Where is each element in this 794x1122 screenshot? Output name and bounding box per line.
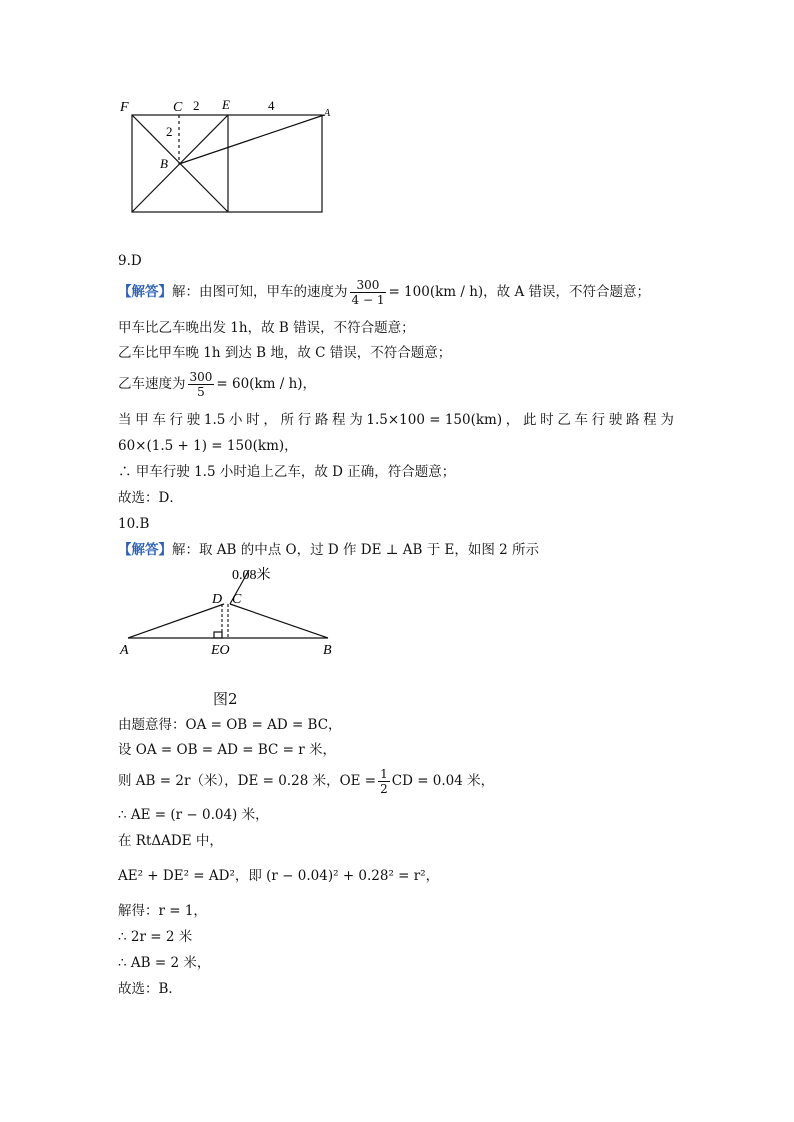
q9-fraction-1 [350, 278, 387, 307]
q9-l5-word: 路 [314, 412, 329, 428]
q9-l4-post: = 60(km / h)， [216, 376, 317, 392]
q9-l5-word: 行 [297, 412, 312, 428]
q10-answer-tag: 【解答】 [118, 542, 172, 558]
q10-line-8: 解得：r = 1， [118, 903, 207, 919]
q10-l1-text: 解：取 AB 的中点 O，过 D 作 DE ⊥ AB 于 E，如图 2 所示 [172, 542, 540, 558]
q10-l4-post: CD = 0.04 米， [391, 773, 495, 789]
fig2-note: 0.08米 [232, 568, 271, 583]
q9-l5-word: 时 [246, 412, 260, 428]
q9-line-8: 故选：D． [118, 490, 183, 506]
q10-line-3: 设 OA = OB = AD = BC = r 米， [118, 742, 336, 758]
q10-line-1 [118, 541, 539, 559]
q9-answer-tag: 【解答】 [118, 284, 172, 300]
q9-l5-word: 甲 [135, 412, 149, 428]
q9-l5-word: 车 [152, 412, 166, 428]
label-len-ea: 4 [268, 98, 275, 113]
q10-line-2: 由题意得：OA = OB = AD = BC， [118, 717, 342, 733]
q9-line-6: 60×(1.5 + 1) = 150(km)， [118, 438, 298, 454]
q9-l5-word: 程 [643, 412, 657, 428]
q9-l5-word: 行 [169, 412, 184, 428]
q9-l5-word: 车 [574, 412, 588, 428]
q9-l1-pre: 解：由图可知，甲车的速度为 [172, 284, 348, 300]
q9-frac2-den: 5 [197, 385, 205, 399]
q9-l5-word: 乙 [557, 412, 571, 428]
q10-line-7: AE² + DE² = AD²，即 (r − 0.04)² + 0.28² = r²， [118, 868, 440, 884]
q9-l1-post: = 100(km / h)，故 A 错误，不符合题意； [388, 284, 650, 300]
q9-l5-word: 小 [229, 412, 243, 428]
q9-l5-word: 为 [660, 412, 674, 428]
q10-line-4 [118, 767, 494, 796]
q10-line-11: 故选：B． [118, 981, 182, 997]
q9-l5-word: ， [505, 412, 520, 428]
q10-frac-den: 2 [380, 782, 388, 796]
q9-l5-word: 驶 [608, 412, 623, 428]
label-c: C [173, 100, 183, 115]
q9-line-7: ∴ 甲车行驶 1.5 小时追上乙车，故 D 正确，符合题意； [118, 464, 456, 480]
fig2-label-b: B [323, 643, 332, 658]
q9-line-3: 乙车比甲车晚 1h 到达 B 地，故 C 错误，不符合题意； [118, 345, 452, 361]
q10-line-9: ∴ 2r = 2 米 [118, 929, 193, 945]
q9-fraction-2 [188, 370, 215, 399]
q9-line-1 [118, 278, 650, 307]
q9-frac1-den: 4 − 1 [351, 293, 385, 307]
fig2-label-a: A [120, 643, 129, 658]
q9-frac1-num: 300 [350, 278, 387, 293]
q10-number: 10.B [118, 516, 150, 532]
q9-l5-word: 程 [332, 412, 346, 428]
q9-l5-word: 此 [522, 412, 537, 428]
q9-l5-word: 为 [349, 412, 363, 428]
q9-number: 9.D [118, 253, 142, 269]
q9-line-5 [118, 411, 674, 429]
q10-line-10: ∴ AB = 2 米， [118, 955, 211, 971]
q9-l5-word: 行 [591, 412, 606, 428]
q9-line-2: 甲车比乙车晚出发 1h，故 B 错误，不符合题意； [118, 320, 415, 336]
q10-line-6: 在 RtΔADE 中， [118, 833, 223, 849]
fig2-label-eo: EO [211, 643, 230, 658]
label-f: F [120, 100, 129, 115]
q9-l5-word: ， [263, 412, 277, 428]
q9-l5-word: 路 [626, 412, 640, 428]
q9-frac2-num: 300 [189, 370, 213, 384]
q10-line-5: ∴ AE = (r − 0.04) 米， [118, 807, 269, 823]
fig2-label-c: C [232, 592, 242, 607]
fig2-caption: 图2 [213, 690, 238, 708]
q9-l5-word: 驶 [186, 412, 201, 428]
figure-rectangle-diagram [112, 92, 342, 222]
label-len-cb: 2 [166, 124, 173, 139]
label-e: E [222, 97, 230, 112]
fig2-label-d: D [212, 592, 223, 607]
q9-line-4 [118, 370, 316, 399]
label-a: A [324, 108, 331, 119]
q9-l4-pre: 乙车速度为 [118, 376, 186, 392]
q10-l4-pre: 则 AB = 2r（米），DE = 0.28 米，OE = [118, 773, 377, 789]
label-b: B [160, 156, 168, 171]
figure-2-triangle-diagram [112, 562, 352, 662]
q9-l5-word: 1.5×100 = 150(km) [366, 412, 503, 428]
label-len-ce: 2 [193, 98, 200, 113]
q9-l5-word: 当 [118, 412, 132, 428]
q10-fraction [378, 767, 390, 796]
q9-l5-word: 时 [540, 412, 554, 428]
q9-l5-word: 所 [280, 412, 295, 428]
q9-l5-word: 1.5 [203, 412, 226, 428]
q10-frac-num: 1 [380, 767, 388, 781]
